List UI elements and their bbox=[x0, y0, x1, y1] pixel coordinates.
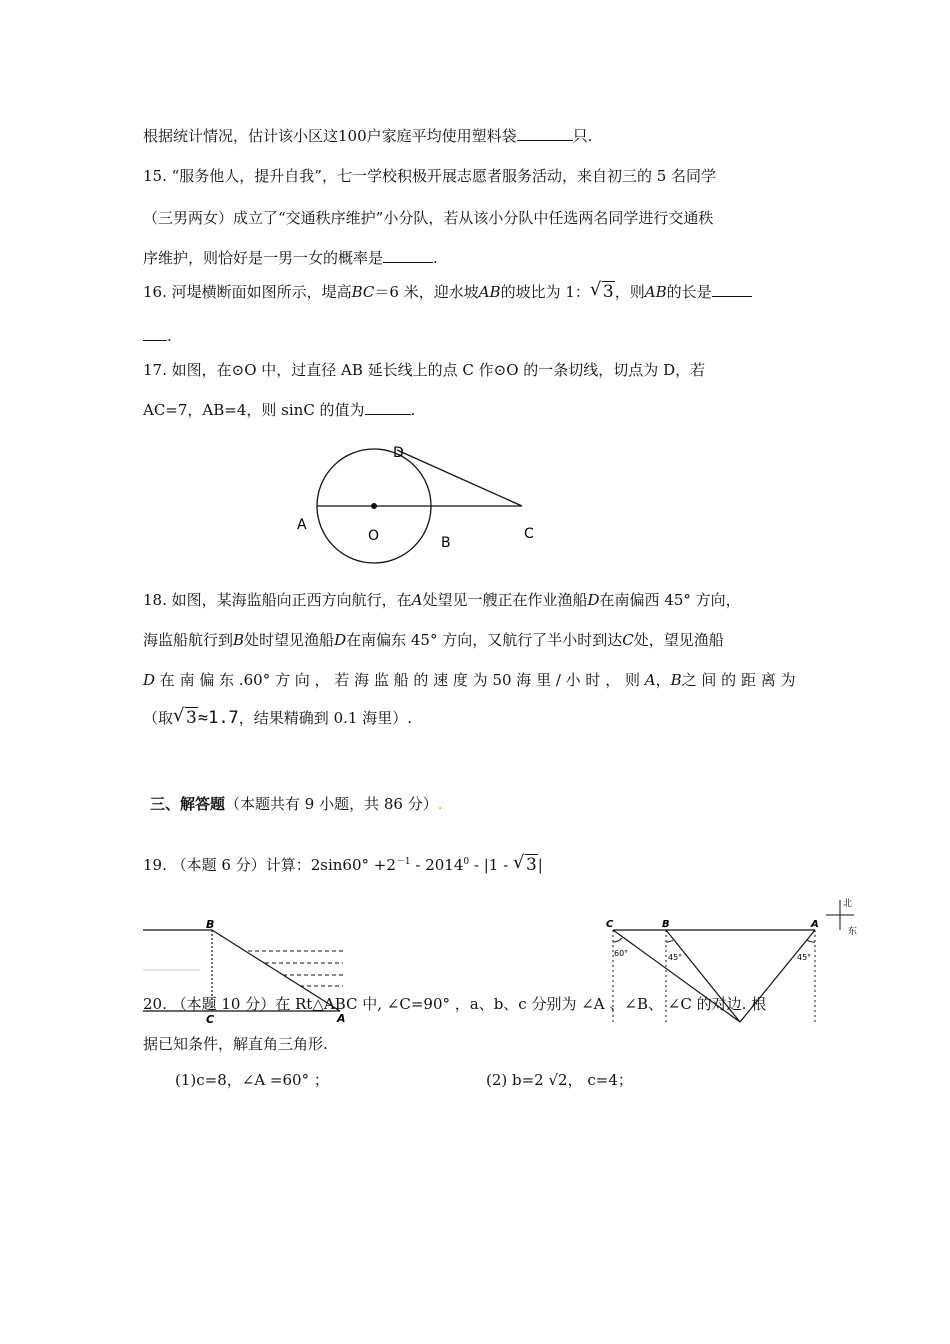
label-b: B bbox=[662, 919, 670, 930]
sqrt-3: √ 3 bbox=[513, 855, 538, 875]
tangent-dc bbox=[397, 450, 522, 506]
label-a: A bbox=[811, 919, 819, 930]
q15-line-1: 15. “服务他人，提升自我”，七一学校积极开展志愿者服务活动，来自初三的 5 名同学 bbox=[143, 167, 717, 185]
compass-east: 东 bbox=[848, 927, 858, 937]
angle-label-a: 45° bbox=[797, 953, 812, 962]
q16-line-2: . bbox=[143, 326, 172, 346]
label-a: A bbox=[337, 1012, 346, 1025]
label-b: B bbox=[206, 918, 215, 931]
label-c: C bbox=[206, 1013, 215, 1026]
q20-line-2: 据已知条件，解直角三角形. bbox=[143, 1035, 328, 1053]
angle-arc-a bbox=[807, 940, 815, 942]
angle-label-c: 60° bbox=[614, 949, 629, 958]
label-a: A bbox=[297, 517, 307, 533]
section-3-heading: 三、解答题（本题共有 9 小题，共 86 分）. bbox=[150, 795, 443, 813]
q17-line-2: AC=7，AB=4，则 sinC 的值为 . bbox=[143, 401, 416, 419]
label-c: C bbox=[524, 526, 534, 542]
q16-line-1: 16. 河堤横断面如图所示，堤高BC＝6 米，迎水坡AB的坡比为 1：√ 3，则AB的长是 bbox=[143, 282, 752, 302]
q14-line: 根据统计情况，估计该小区这100户家庭平均使用塑料袋 只. bbox=[143, 127, 593, 145]
q17-line-1: 17. 如图，在⊙O 中，过直径 AB 延长线上的点 C 作⊙O 的一条切线，切点为 D，若 bbox=[143, 361, 706, 379]
answer-blank-continued[interactable] bbox=[143, 326, 167, 341]
q18-line-1: 18. 如图，某海监船向正西方向航行，在A处望见一艘正在作业渔船D在南偏西 45° 方向， bbox=[143, 591, 741, 609]
sqrt-3: √ 3 bbox=[173, 708, 198, 728]
q19-line: 19. （本题 6 分）计算：$2\sin 60^\circ +2^{-1} - 2014^0 - |1$ - √ 3| bbox=[143, 852, 543, 875]
q18-line-4: （取√ 3≈1.7，结果精确到 0.1 海里）. bbox=[143, 708, 412, 728]
q20-part-2: (2) b=2 √2， c=4； bbox=[486, 1071, 633, 1089]
q15-line-3: 序维护，则恰好是一男一女的概率是 . bbox=[143, 249, 438, 267]
label-o: O bbox=[368, 528, 380, 544]
answer-blank[interactable] bbox=[517, 126, 573, 141]
label-b: B bbox=[441, 535, 451, 551]
answer-blank[interactable] bbox=[712, 282, 752, 297]
compass-north: 北 bbox=[843, 899, 853, 909]
label-d: D bbox=[393, 445, 404, 461]
angle-arc-b bbox=[666, 940, 673, 942]
sqrt-3: √ 3 bbox=[590, 282, 615, 302]
center-point bbox=[371, 503, 377, 509]
label-c: C bbox=[606, 919, 614, 930]
q18-line-3: D 在 南 偏 东 .60° 方 向 ， 若 海 监 船 的 速 度 为 50 海 里 / 小 时 ， 则 A，B之 间 的 距 离 为 bbox=[143, 671, 796, 689]
answer-blank[interactable] bbox=[383, 248, 433, 263]
answer-blank[interactable] bbox=[365, 400, 411, 415]
q18-line-2: 海监船航行到B处时望见渔船D在南偏东 45° 方向，又航行了半小时到达C处，望见渔船 bbox=[143, 631, 724, 649]
q15-line-2: （三男两女）成立了“交通秩序维护”小分队，若从该小分队中任选两名同学进行交通秩 bbox=[143, 209, 714, 227]
circle-tangent-figure bbox=[280, 440, 560, 580]
q20-part-1: (1)c=8，∠A =60° ； bbox=[175, 1071, 329, 1089]
q20-line-1: 20. （本题 10 分）在 Rt△ABC 中, ∠C=90° ，a、b、c 分别为 ∠A 、∠B、 ∠C 的对边. 根 bbox=[143, 995, 767, 1013]
angle-label-b: 45° bbox=[668, 953, 683, 962]
angle-arc-c bbox=[613, 938, 622, 942]
